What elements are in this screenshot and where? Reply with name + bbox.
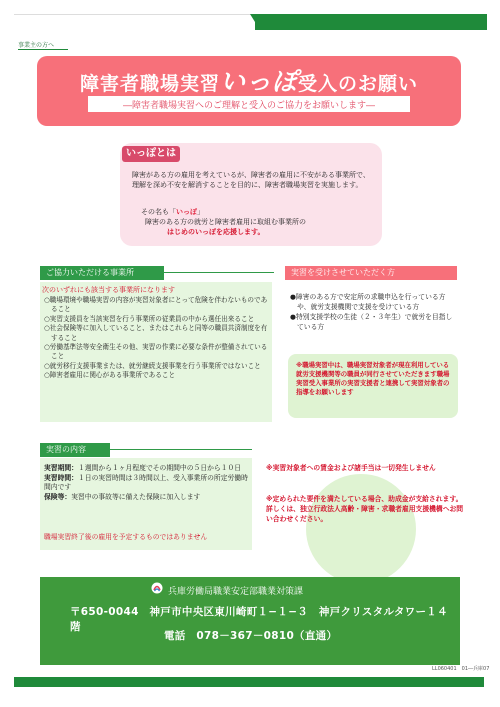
- list-item: ○職場環境や職場実習の内容が実習対象者にとって危険を伴わないものであること: [44, 296, 268, 314]
- intro-text: 障害がある方の雇用を考えているが、障害者の雇用に不安がある事業所で、理解を深め不安を解消することを目的に、障害者職場実習を実施します。: [132, 171, 370, 189]
- period-text: １週間から１ヶ月程度でその期間中の５日から１０日: [77, 464, 242, 472]
- bottom-band: [14, 677, 484, 687]
- list-item: ●障害のある方で安定所の求職申込を行っている方や、就労支援機関で支援を受けている方: [290, 293, 446, 311]
- insurance-text: 実習中の事故等に備えた保険に加入します: [71, 492, 201, 501]
- insurance-row: [44, 493, 250, 503]
- wage-note: ※実習対象者への賃金および諸手当は一切発生しません: [266, 464, 436, 472]
- period-row: [44, 464, 250, 474]
- hours-label: 実習時間：: [44, 473, 78, 482]
- intro-line-3: はじめのいっぽを応援します。: [167, 228, 265, 236]
- content-details: [44, 464, 250, 502]
- hours-text: １日の実習時間は３時間以上、受入事業所の所定労働時間内です: [44, 473, 248, 492]
- top-band-right: [255, 14, 487, 30]
- title-suffix: 受入のお願い: [298, 73, 419, 95]
- document-code: LL060401 01―兵庫07: [432, 666, 490, 672]
- period-label: 実習期間：: [44, 464, 78, 472]
- cooperating-business-list: [44, 296, 270, 381]
- decorative-circle: [306, 474, 416, 584]
- content-heading: 実習の内容: [40, 443, 110, 457]
- intro-name-line: [141, 207, 204, 217]
- trainee-heading: 実習を受けさせていただく方: [285, 266, 457, 280]
- heading-rule: [164, 272, 274, 273]
- intro-label: いっぽとは: [122, 146, 180, 162]
- title-prefix: 障害者職場実習: [79, 73, 220, 95]
- list-item: ●特別支援学校の生徒（２・３年生）で就労を目指している方: [290, 313, 453, 331]
- hours-row: [44, 474, 250, 493]
- title-highlight: いっぽ: [219, 67, 298, 96]
- page-title: [37, 62, 461, 98]
- list-item: ○障害者雇用に関心がある事業所であること: [44, 371, 176, 380]
- employment-note: 職場実習終了後の雇用を予定するものではありません: [44, 533, 208, 541]
- footer-address: 〒650-0044 神戸市中央区東川崎町１−１−３ 神戸クリスタルタワー１４階: [70, 606, 448, 633]
- intro-name-suffix: 」: [197, 208, 204, 216]
- insurance-label: 保険等：: [44, 492, 72, 501]
- intro-name: いっぽ: [176, 208, 197, 216]
- list-item: ○社会保険等に加入していること、またはこれらと同等の職員共済制度を有すること: [44, 324, 268, 342]
- subsidy-note: ※定められた要件を満たしている場合、助成金が支給されます。詳しくは、独立行政法人高齢・障害・求職者雇用支援機構へお問い合わせください。: [266, 495, 464, 523]
- labor-bureau-logo-icon: [151, 582, 163, 594]
- list-item: ○実習支援員を当該実習を行う事業所の従業員の中から選任出来ること: [44, 314, 255, 323]
- intro-line-2: 障害のある方の就労と障害者雇用に取組む事業所の: [145, 218, 306, 226]
- support-note: ※職場実習中は、職場実習対象者が現在利用している就労支援機関等の職員が同行させていただきます職場実習受入事業所の実習支援者と連携して実習対象者の指導をお願いします: [296, 361, 450, 396]
- footer-organization: 兵庫労働局職業安定部職業対策課: [168, 587, 304, 597]
- cooperating-business-lead: 次のいずれにも該当する事業所になります: [42, 286, 175, 294]
- audience-underline: [18, 49, 68, 50]
- audience-label: 事業主の方へ: [18, 42, 55, 49]
- intro-name-prefix: その名も「: [141, 208, 176, 216]
- trainee-list: [290, 292, 455, 332]
- page-subtitle: ―障害者職場実習へのご理解と受入のご協力をお願いします―: [122, 101, 375, 111]
- footer-phone: 電話 078－367－0810（直通）: [164, 630, 338, 642]
- list-item: ○就労移行支援事業または、就労継続支援事業を行う事業所ではないこと: [44, 361, 261, 370]
- heading-rule: [110, 449, 252, 450]
- list-item: ○労働基準法等安全衛生その他、実習の作業に必要な条件が整備されていること: [44, 343, 268, 361]
- top-band-left: [14, 14, 254, 31]
- cooperating-business-heading: ご協力いただける事業所: [40, 266, 164, 280]
